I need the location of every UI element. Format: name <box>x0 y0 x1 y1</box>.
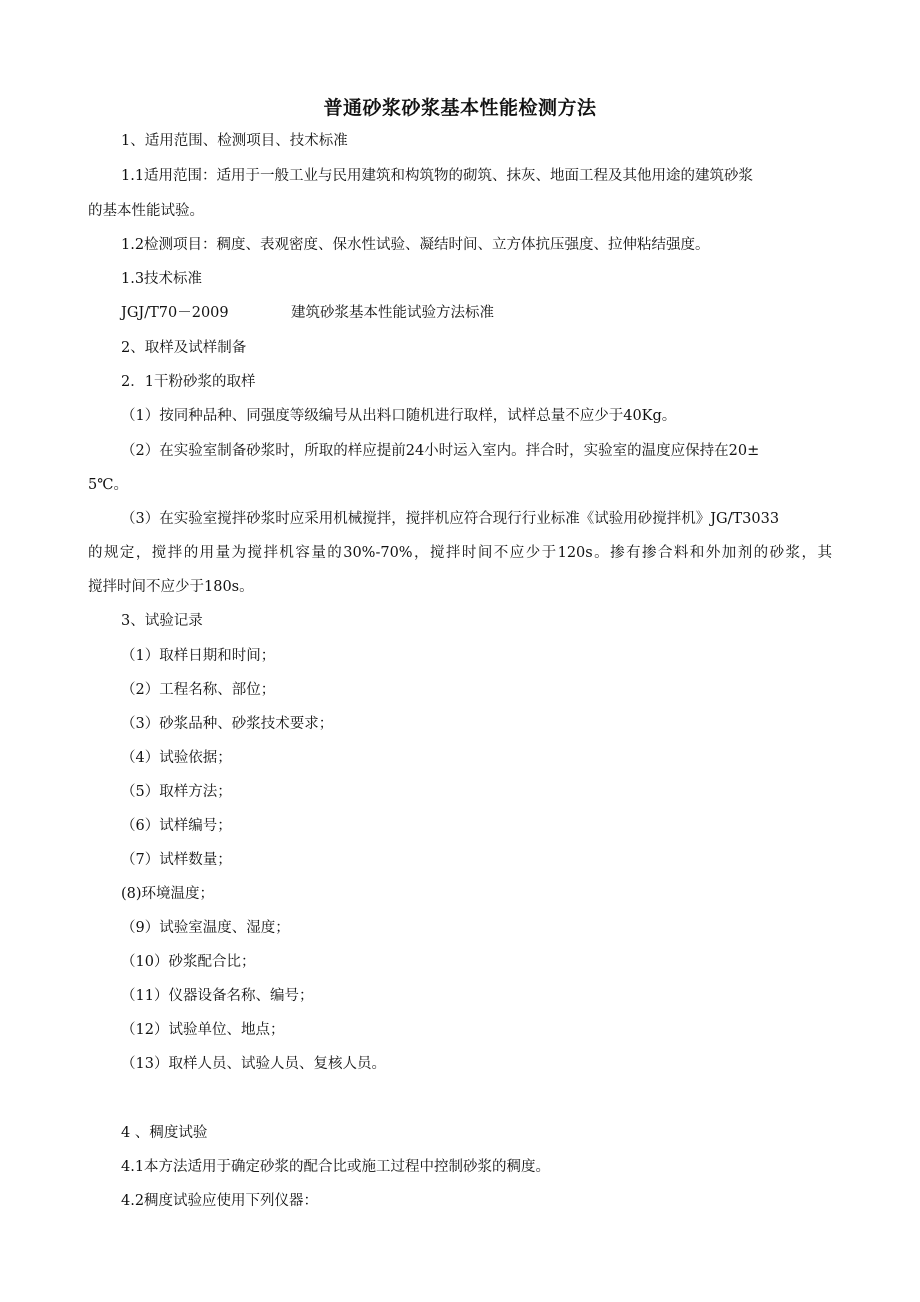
list-item: （7）试样数量； <box>121 852 232 868</box>
list-item: （4）试验依据； <box>121 750 232 766</box>
paragraph-line: 的基本性能试验。 <box>88 203 204 219</box>
paragraph-line: 4.1本方法适用于确定砂浆的配合比或施工过程中控制砂浆的稠度。 <box>121 1159 551 1175</box>
subsection-heading: 1.3技术标准 <box>121 271 203 287</box>
standard-name: 建筑砂浆基本性能试验方法标准 <box>291 305 494 321</box>
list-item: （5）取样方法； <box>121 784 232 800</box>
list-item: （6）试样编号； <box>121 818 232 834</box>
section-heading-4: 4 、稠度试验 <box>121 1125 208 1141</box>
subsection-heading: 2．1干粉砂浆的取样 <box>121 374 256 390</box>
paragraph-line: 的规定，搅拌的用量为搅拌机容量的30%-70%，搅拌时间不应少于120s。掺有掺合料和外加剂的砂浆，其 <box>88 545 832 561</box>
list-item: （11）仪器设备名称、编号； <box>121 988 314 1004</box>
list-item: （2）工程名称、部位； <box>121 682 276 698</box>
paragraph-line: （2）在实验室制备砂浆时，所取的样应提前24小时运入室内。拌合时，实验室的温度应保持在20± <box>121 443 760 459</box>
paragraph-line: 1.1适用范围：适用于一般工业与民用建筑和构筑物的砌筑、抹灰、地面工程及其他用途的建筑砂浆 <box>121 168 754 184</box>
section-heading-3: 3、试验记录 <box>121 613 203 629</box>
list-item: (8)环境温度； <box>121 886 215 902</box>
section-heading-1: 1、适用范围、检测项目、技术标准 <box>121 133 348 149</box>
list-item: （12）试验单位、地点； <box>121 1022 285 1038</box>
paragraph-line: 5℃。 <box>88 477 128 493</box>
list-item: （13）取样人员、试验人员、复核人员。 <box>121 1056 386 1072</box>
document-title: 普通砂浆砂浆基本性能检测方法 <box>323 97 597 119</box>
list-item: （1）按同种品种、同强度等级编号从出料口随机进行取样，试样总量不应少于40Kg。 <box>121 408 677 424</box>
list-item: （3）砂浆品种、砂浆技术要求； <box>121 716 334 732</box>
standard-code: JGJ/T70－2009 <box>121 305 229 321</box>
list-item: （9）试验室温度、湿度； <box>121 920 290 936</box>
paragraph-line: 1.2检测项目：稠度、表观密度、保水性试验、凝结时间、立方体抗压强度、拉伸粘结强度。 <box>121 237 710 253</box>
list-item: （10）砂浆配合比； <box>121 954 256 970</box>
section-heading-2: 2、取样及试样制备 <box>121 340 247 356</box>
paragraph-line: （3）在实验室搅拌砂浆时应采用机械搅拌，搅拌机应符合现行行业标准《试验用砂搅拌机》JG/T3033 <box>121 511 780 527</box>
list-item: （1）取样日期和时间； <box>121 648 276 664</box>
paragraph-line: 4.2稠度试验应使用下列仪器： <box>121 1193 319 1209</box>
paragraph-line: 搅拌时间不应少于180s。 <box>88 579 254 595</box>
